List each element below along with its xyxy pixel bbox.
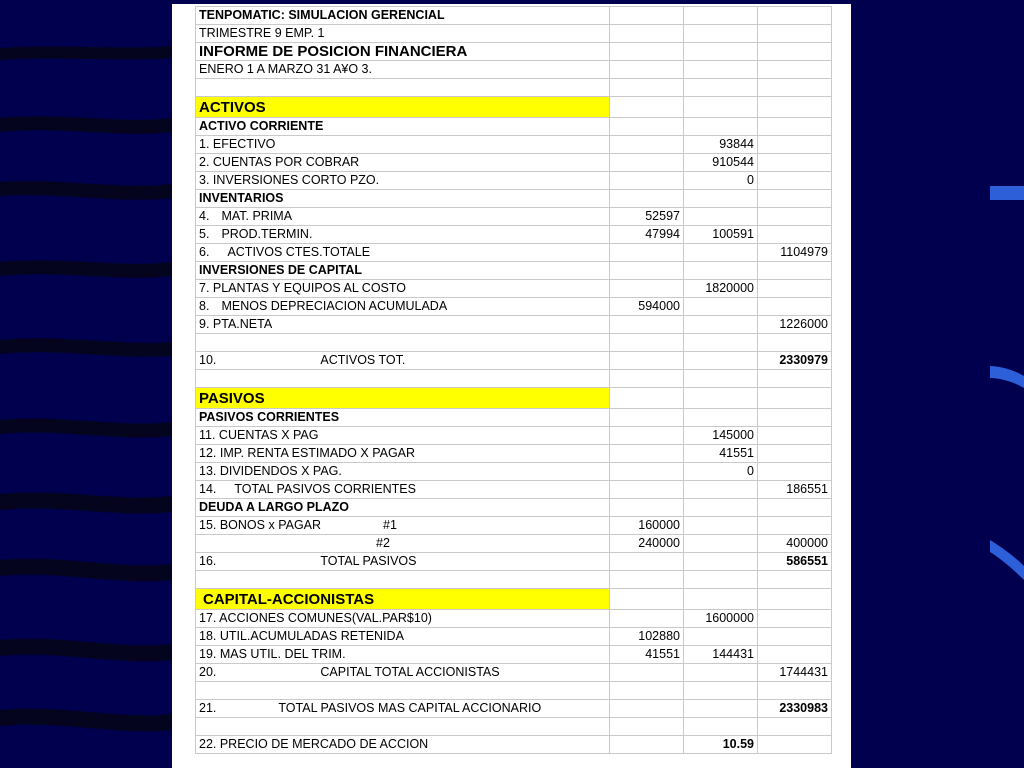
- cell-value: 0: [684, 172, 758, 190]
- table-row: [196, 316, 832, 334]
- spacer-row: [196, 571, 832, 589]
- section-header-pasivos: [196, 388, 832, 409]
- cell-value: 160000: [610, 517, 684, 535]
- spacer-row: [196, 718, 832, 736]
- row-label: CAPITAL TOTAL ACCIONISTAS: [320, 665, 500, 679]
- row-label: TOTAL PASIVOS CORRIENTES: [234, 482, 416, 496]
- table-row: [196, 7, 832, 25]
- row-number: 8.: [199, 299, 210, 313]
- table-row: [196, 553, 832, 571]
- cell-value: 0: [684, 463, 758, 481]
- section-header-activos: [196, 97, 832, 118]
- section-title: ACTIVOS: [196, 97, 610, 118]
- row-label: 12. IMP. RENTA ESTIMADO X PAGAR: [196, 445, 610, 463]
- row-label: 18. UTIL.ACUMULADAS RETENIDA: [196, 628, 610, 646]
- cell-value: 102880: [610, 628, 684, 646]
- table-row: [196, 481, 832, 499]
- spreadsheet-sheet: [172, 4, 851, 768]
- cell-value: 400000: [758, 535, 832, 553]
- cell-value: 100591: [684, 226, 758, 244]
- cell-value: 1600000: [684, 610, 758, 628]
- row-label: 2. CUENTAS POR COBRAR: [196, 154, 610, 172]
- cell-value: 1226000: [758, 316, 832, 334]
- bond-tag: #1: [383, 518, 397, 532]
- section-header-capital: [196, 589, 832, 610]
- cell-value: 240000: [610, 535, 684, 553]
- subsection-title: ACTIVO CORRIENTE: [196, 118, 610, 136]
- cell-value: 52597: [610, 208, 684, 226]
- table-row: [196, 628, 832, 646]
- table-row: [196, 208, 832, 226]
- row-label: 15. BONOS x PAGAR: [199, 518, 322, 532]
- subsection-title: INVERSIONES DE CAPITAL: [196, 262, 610, 280]
- row-label: TOTAL PASIVOS: [320, 554, 417, 568]
- cell-value: 186551: [758, 481, 832, 499]
- cell-value: 41551: [684, 445, 758, 463]
- table-row: [196, 226, 832, 244]
- financial-position-table: [195, 6, 832, 754]
- cell-value: 47994: [610, 226, 684, 244]
- table-row: [196, 499, 832, 517]
- table-row: [196, 244, 832, 262]
- cell-value: 145000: [684, 427, 758, 445]
- table-row: [196, 517, 832, 535]
- subsection-title: PASIVOS CORRIENTES: [196, 409, 610, 427]
- spacer-row: [196, 370, 832, 388]
- row-label: MENOS DEPRECIACION ACUMULADA: [221, 299, 448, 313]
- row-label: 13. DIVIDENDOS X PAG.: [196, 463, 610, 481]
- row-number: 10.: [199, 353, 217, 367]
- table-row: [196, 118, 832, 136]
- cell-value: 144431: [684, 646, 758, 664]
- cell-value: 93844: [684, 136, 758, 154]
- row-label: 11. CUENTAS X PAG: [196, 427, 610, 445]
- row-label: 9. PTA.NETA: [196, 316, 610, 334]
- table-row: [196, 463, 832, 481]
- section-title: PASIVOS: [196, 388, 610, 409]
- table-row: [196, 262, 832, 280]
- period-label: ENERO 1 A MARZO 31 A¥O 3.: [196, 61, 610, 79]
- quarter-label: TRIMESTRE 9 EMP. 1: [196, 25, 610, 43]
- row-label: 17. ACCIONES COMUNES(VAL.PAR$10): [196, 610, 610, 628]
- spacer-row: [196, 682, 832, 700]
- table-row: [196, 700, 832, 718]
- row-number: 14.: [199, 482, 217, 496]
- cell-value: 1104979: [758, 244, 832, 262]
- table-row: [196, 136, 832, 154]
- cell-value: 910544: [684, 154, 758, 172]
- spacer-row: [196, 79, 832, 97]
- row-number: 20.: [199, 665, 217, 679]
- total-value: 2330979: [758, 352, 832, 370]
- table-row: [196, 43, 832, 61]
- row-number: 16.: [199, 554, 217, 568]
- table-row: [196, 352, 832, 370]
- total-value: 586551: [758, 553, 832, 571]
- row-label: 1. EFECTIVO: [196, 136, 610, 154]
- table-row: [196, 61, 832, 79]
- bond-tag: #2: [376, 536, 390, 550]
- table-row: [196, 736, 832, 754]
- cell-value: 594000: [610, 298, 684, 316]
- row-label: 19. MAS UTIL. DEL TRIM.: [196, 646, 610, 664]
- cell-value: 1820000: [684, 280, 758, 298]
- table-row: [196, 646, 832, 664]
- cell-value: 41551: [610, 646, 684, 664]
- table-row: [196, 610, 832, 628]
- row-label: 22. PRECIO DE MERCADO DE ACCION: [196, 736, 610, 754]
- section-title: CAPITAL-ACCIONISTAS: [196, 589, 610, 610]
- row-label: PROD.TERMIN.: [221, 227, 313, 241]
- total-value: 2330983: [758, 700, 832, 718]
- row-label: ACTIVOS TOT.: [320, 353, 406, 367]
- report-title: INFORME DE POSICION FINANCIERA: [196, 43, 610, 61]
- row-label: TOTAL PASIVOS MAS CAPITAL ACCIONARIO: [278, 701, 542, 715]
- row-number: 4.: [199, 209, 210, 223]
- subsection-title: DEUDA A LARGO PLAZO: [196, 499, 610, 517]
- row-label: ACTIVOS CTES.TOTALE: [227, 245, 371, 259]
- table-row: [196, 664, 832, 682]
- company-title: TENPOMATIC: SIMULACION GERENCIAL: [196, 7, 610, 25]
- table-row: [196, 154, 832, 172]
- row-label: 7. PLANTAS Y EQUIPOS AL COSTO: [196, 280, 610, 298]
- row-number: 6.: [199, 245, 210, 259]
- subsection-title: INVENTARIOS: [196, 190, 610, 208]
- row-number: 21.: [199, 701, 217, 715]
- row-label: MAT. PRIMA: [221, 209, 293, 223]
- table-row: [196, 427, 832, 445]
- table-row: [196, 535, 832, 553]
- table-row: [196, 172, 832, 190]
- table-row: [196, 445, 832, 463]
- row-label: 3. INVERSIONES CORTO PZO.: [196, 172, 610, 190]
- spacer-row: [196, 334, 832, 352]
- table-row: [196, 25, 832, 43]
- row-number: 5.: [199, 227, 210, 241]
- cell-value: 1744431: [758, 664, 832, 682]
- table-row: [196, 280, 832, 298]
- share-price-value: 10.59: [684, 736, 758, 754]
- table-row: [196, 190, 832, 208]
- table-row: [196, 409, 832, 427]
- table-row: [196, 298, 832, 316]
